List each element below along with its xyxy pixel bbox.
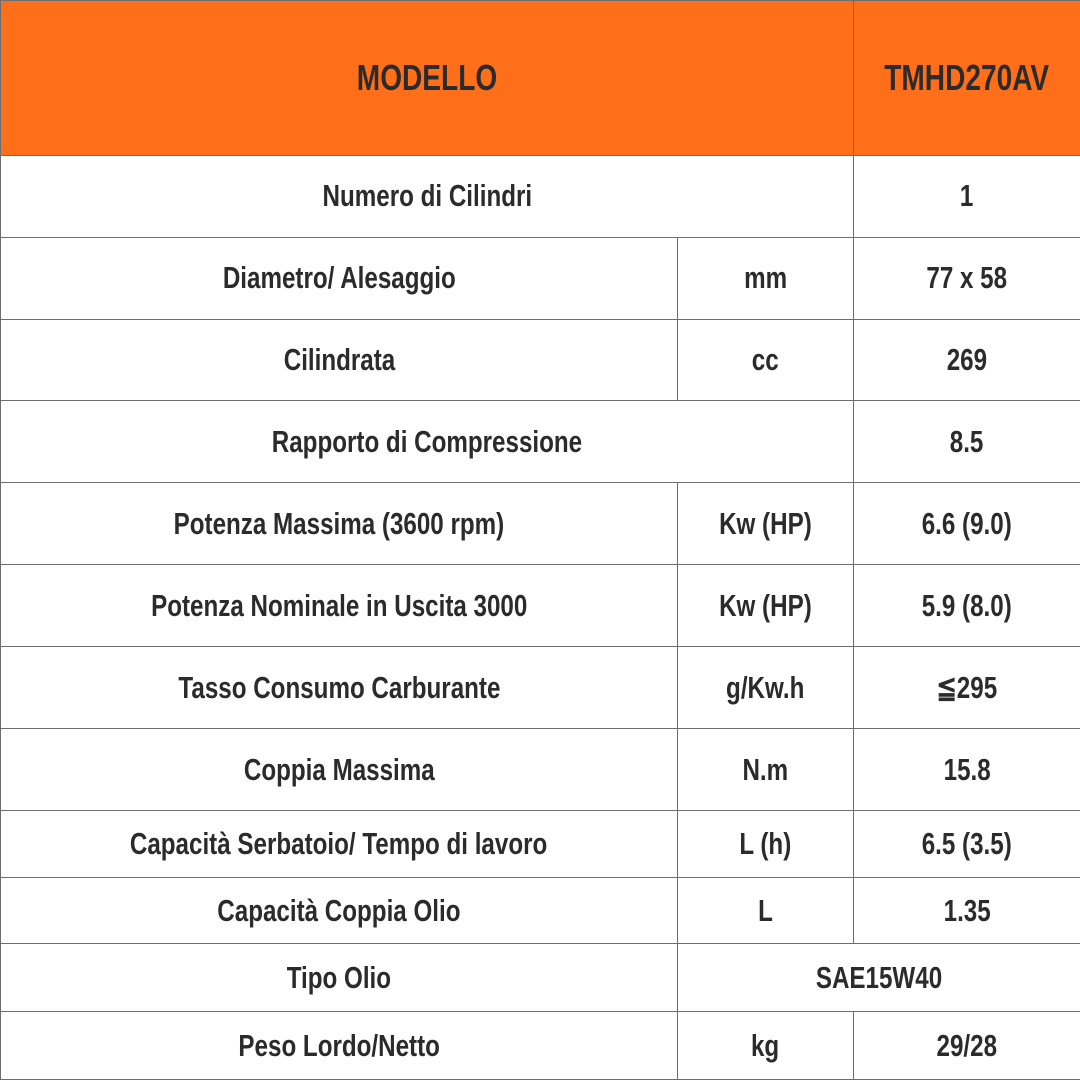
spec-unit-cell <box>678 319 854 401</box>
spec-unit: N.m <box>742 751 789 787</box>
spec-unit: Kw (HP) <box>719 505 812 541</box>
spec-unit-cell <box>678 565 854 647</box>
model-value: TMHD270AV <box>884 56 1050 98</box>
spec-label: Cilindrata <box>283 341 395 377</box>
spec-unit: cc <box>752 341 779 377</box>
spec-value-cell <box>854 647 1080 729</box>
table-row <box>1 877 1080 944</box>
spec-label: Potenza Nominale in Uscita 3000 <box>150 587 528 623</box>
table-row <box>1 647 1080 729</box>
spec-label: Numero di Cilindri <box>322 178 532 214</box>
spec-label-cell <box>1 483 678 565</box>
spec-unit: mm <box>744 260 788 296</box>
table-row <box>1 237 1080 319</box>
spec-label-cell <box>1 729 678 811</box>
table-row <box>1 810 1080 877</box>
spec-unit-cell <box>678 237 854 319</box>
spec-label: Rapporto di Compressione <box>271 423 583 459</box>
spec-value: 1 <box>960 178 974 214</box>
spec-label-cell <box>1 944 678 1012</box>
table-row <box>1 155 1080 237</box>
spec-value: 6.5 (3.5) <box>921 825 1013 861</box>
table-row <box>1 319 1080 401</box>
spec-label: Capacità Serbatoio/ Tempo di lavoro <box>130 825 548 861</box>
spec-value-cell <box>854 565 1080 647</box>
spec-label: Potenza Massima (3600 rpm) <box>173 505 505 541</box>
spec-label: Capacità Coppia Olio <box>217 892 461 928</box>
table-row <box>1 944 1080 1012</box>
model-label: MODELLO <box>356 56 498 98</box>
table-row <box>1 1012 1080 1080</box>
table-row <box>1 483 1080 565</box>
spec-value-cell <box>854 483 1080 565</box>
spec-unit-cell <box>678 729 854 811</box>
spec-value: 1.35 <box>943 892 991 928</box>
table-row <box>1 565 1080 647</box>
header-row <box>1 1 1080 156</box>
spec-value-cell <box>854 810 1080 877</box>
spec-unit: L (h) <box>739 825 792 861</box>
spec-value: 15.8 <box>943 751 991 787</box>
spec-value: 5.9 (8.0) <box>921 587 1013 623</box>
spec-unit: kg <box>751 1027 780 1063</box>
spec-label-cell <box>1 155 854 237</box>
spec-label-cell <box>1 565 678 647</box>
spec-value: ≦295 <box>936 669 998 705</box>
table-row <box>1 729 1080 811</box>
spec-unit-cell <box>678 877 854 944</box>
spec-unit: g/Kw.h <box>726 669 805 705</box>
spec-label-cell <box>1 810 678 877</box>
spec-value-cell <box>678 944 1080 1012</box>
spec-unit-cell <box>678 810 854 877</box>
spec-value: SAE15W40 <box>815 959 943 995</box>
model-label-cell <box>1 1 854 156</box>
spec-unit-cell <box>678 647 854 729</box>
spec-label-cell <box>1 237 678 319</box>
spec-label-cell <box>1 1012 678 1080</box>
spec-unit: L <box>758 892 773 928</box>
spec-value: 6.6 (9.0) <box>921 505 1013 541</box>
spec-unit: Kw (HP) <box>719 587 812 623</box>
spec-value-cell <box>854 1012 1080 1080</box>
spec-value-cell <box>854 729 1080 811</box>
table-row <box>1 401 1080 483</box>
spec-value: 269 <box>946 341 988 377</box>
spec-label: Coppia Massima <box>243 751 435 787</box>
spec-label-cell <box>1 647 678 729</box>
spec-value-cell <box>854 155 1080 237</box>
spec-label: Tasso Consumo Carburante <box>177 669 500 705</box>
spec-value-cell <box>854 401 1080 483</box>
spec-value: 77 x 58 <box>926 260 1008 296</box>
spec-unit-cell <box>678 1012 854 1080</box>
spec-label: Peso Lordo/Netto <box>238 1027 440 1063</box>
spec-value: 8.5 <box>950 423 984 459</box>
spec-value-cell <box>854 319 1080 401</box>
model-value-cell <box>854 1 1080 156</box>
spec-value-cell <box>854 877 1080 944</box>
spec-value-cell <box>854 237 1080 319</box>
spec-unit-cell <box>678 483 854 565</box>
spec-label-cell <box>1 401 854 483</box>
spec-label-cell <box>1 877 678 944</box>
spec-label: Tipo Olio <box>286 959 392 995</box>
spec-label-cell <box>1 319 678 401</box>
spec-label: Diametro/ Alesaggio <box>222 260 456 296</box>
spec-value: 29/28 <box>936 1027 998 1063</box>
